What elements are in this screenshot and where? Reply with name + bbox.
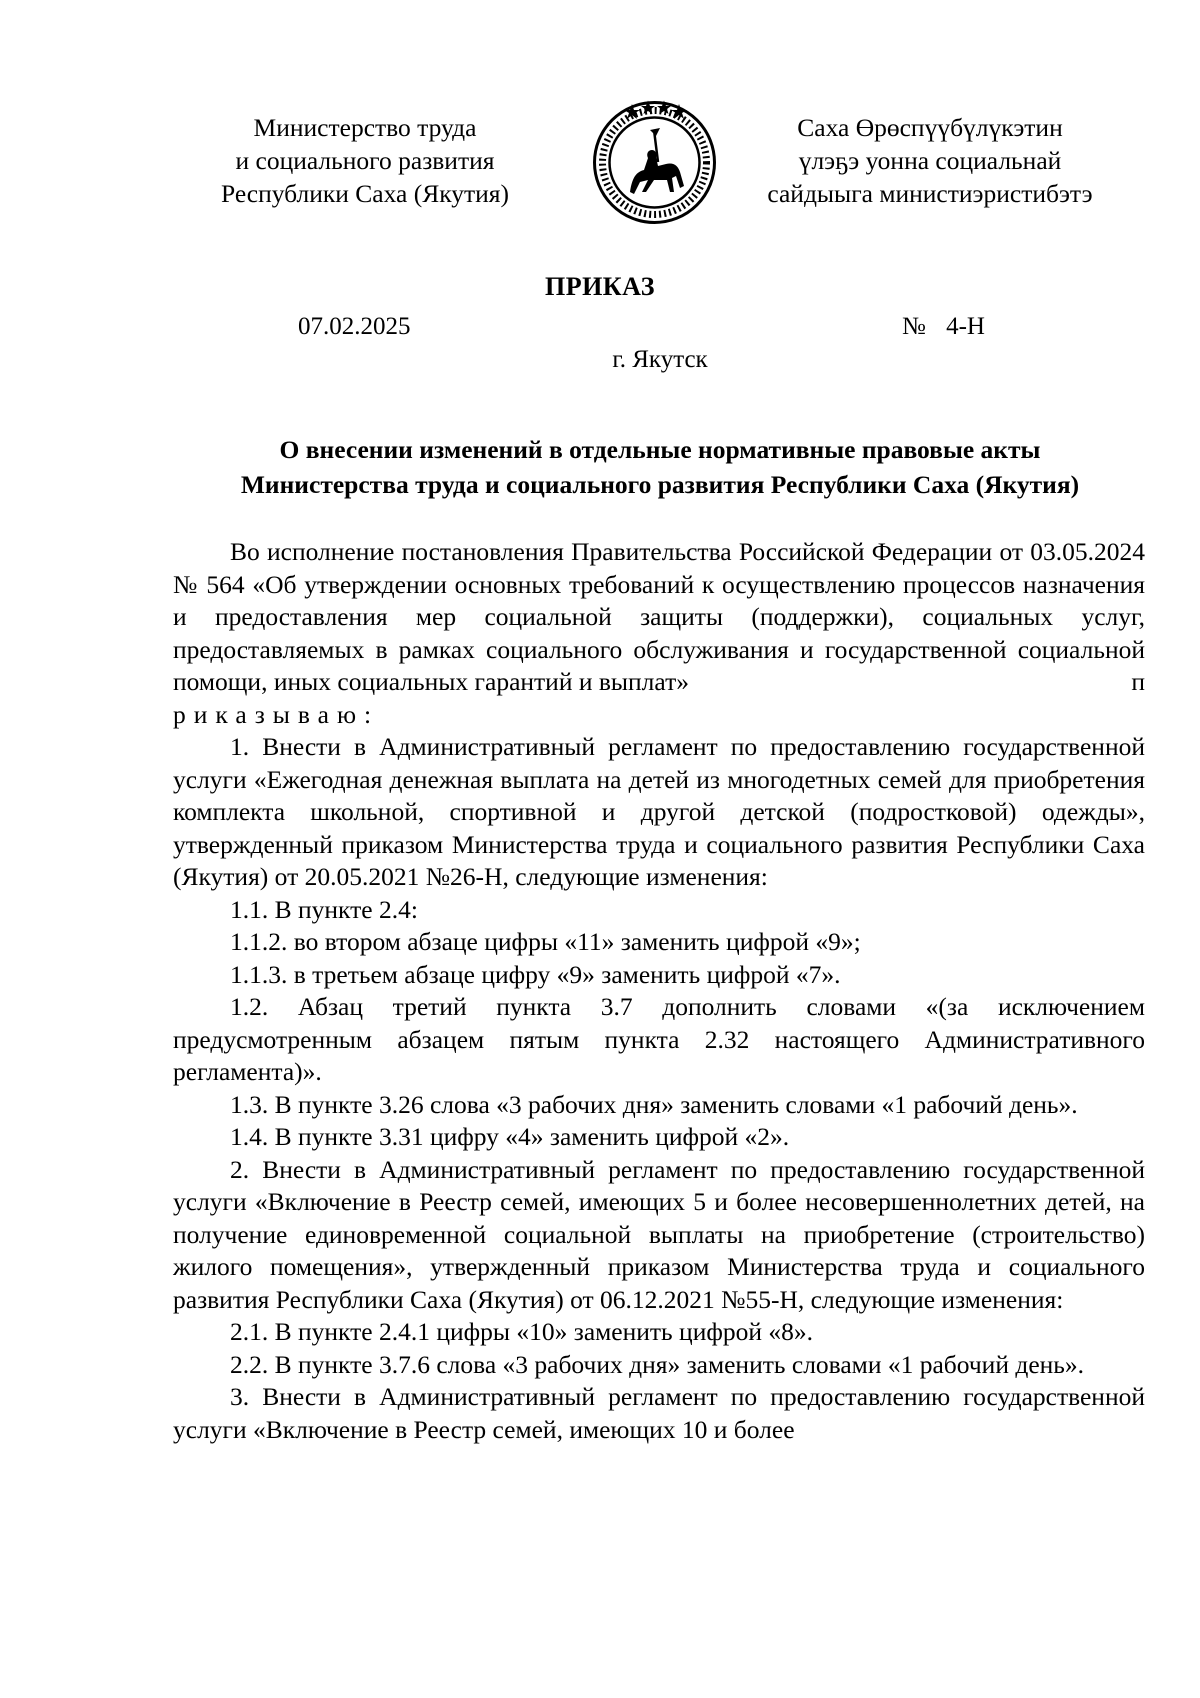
item-1-1-3: 1.1.3. в третьем абзаце цифру «9» заменить цифрой «7». — [230, 959, 841, 989]
order-word: риказываю: — [173, 699, 380, 729]
order-date: 07.02.2025 — [298, 313, 411, 340]
item-1-1: 1.1. В пункте 2.4: — [230, 894, 418, 924]
intro-tail: п — [1131, 667, 1145, 696]
item-2-1: 2.1. В пункте 2.4.1 цифры «10» заменить цифрой «8». — [230, 1317, 814, 1346]
item-2: 2. Внести в Административный регламент по предоставлению государственной услуги «Включение в Реестр семей, имеющих 5 и более несовершеннолетних детей, на получение единовременной социальной выплаты на приобретение (строительство) жилого помещения», утвержденный приказом Министерства труда и социального развития Республики Саха (Якутия) от 06.12.2021 №55-Н, следующие изменения: — [173, 1154, 1145, 1314]
item-2-2: 2.2. В пункте 3.7.6 слова «3 рабочих дня» заменить словами «1 рабочий день». — [230, 1349, 1085, 1379]
ministry-line: и социального развития — [235, 146, 495, 175]
item-3: 3. Внести в Административный регламент по предоставлению государственной услуги «Включение в Реестр семей, имеющих 10 и более — [173, 1382, 1145, 1444]
item-1: 1. Внести в Административный регламент по предоставлению государственной услуги «Ежегодная денежная выплата на детей из многодетных семей для приобретения комплекта школьной, спортивной и другой детской (подростковой) одежды», утвержденный приказом Министерства труда и социального развития Республики Саха (Якутия) от 20.05.2021 №26-Н, следующие изменения: — [173, 732, 1145, 891]
item-1-2: 1.2. Абзац третий пункта 3.7 дополнить словами «(за исключением предусмотренным абзацем пятым пункта 2.32 настоящего Административного регламента)». — [173, 992, 1145, 1086]
ministry-name-russian — [180, 111, 550, 210]
ministry-line: сайдыыга министиэристибэтэ — [767, 179, 1093, 208]
order-city: г. Якутск — [612, 346, 708, 373]
ministry-line: үлэҕэ уонна социальнай — [798, 146, 1062, 175]
ministry-name-yakut — [740, 111, 1120, 210]
order-subject — [170, 432, 1150, 502]
sakha-coat-of-arms-icon — [592, 100, 717, 225]
intro-paragraph — [173, 536, 1145, 699]
order-title: ПРИКАЗ — [544, 272, 656, 301]
ministry-line: Министерство труда — [253, 113, 477, 142]
order-body — [173, 536, 1145, 1446]
order-number: № 4-Н — [902, 313, 985, 340]
ministry-line: Республики Саха (Якутия) — [220, 179, 510, 208]
intro-text: Во исполнение постановления Правительства Российской Федерации от 03.05.2024 № 564 «Об утверждении основных требований к осуществлению процессов назначения и предоставления мер социальной защиты (поддержки), социальных услуг, предоставляемых в рамках социального обслуживания и государственной социальной помощи, иных социальных гарантий и выплат» — [173, 537, 1145, 696]
subject-line: Министерства труда и социального развития Республики Саха (Якутия) — [240, 470, 1080, 499]
item-1-3: 1.3. В пункте 3.26 слова «3 рабочих дня» заменить словами «1 рабочий день». — [230, 1089, 1078, 1119]
ministry-line: Саха Өрөспүүбүлүкэтин — [797, 113, 1063, 142]
subject-line: О внесении изменений в отдельные нормативные правовые акты — [279, 435, 1041, 464]
item-1-1-2: 1.1.2. во втором абзаце цифры «11» заменить цифрой «9»; — [230, 927, 861, 956]
item-1-4: 1.4. В пункте 3.31 цифру «4» заменить цифрой «2». — [230, 1122, 790, 1151]
